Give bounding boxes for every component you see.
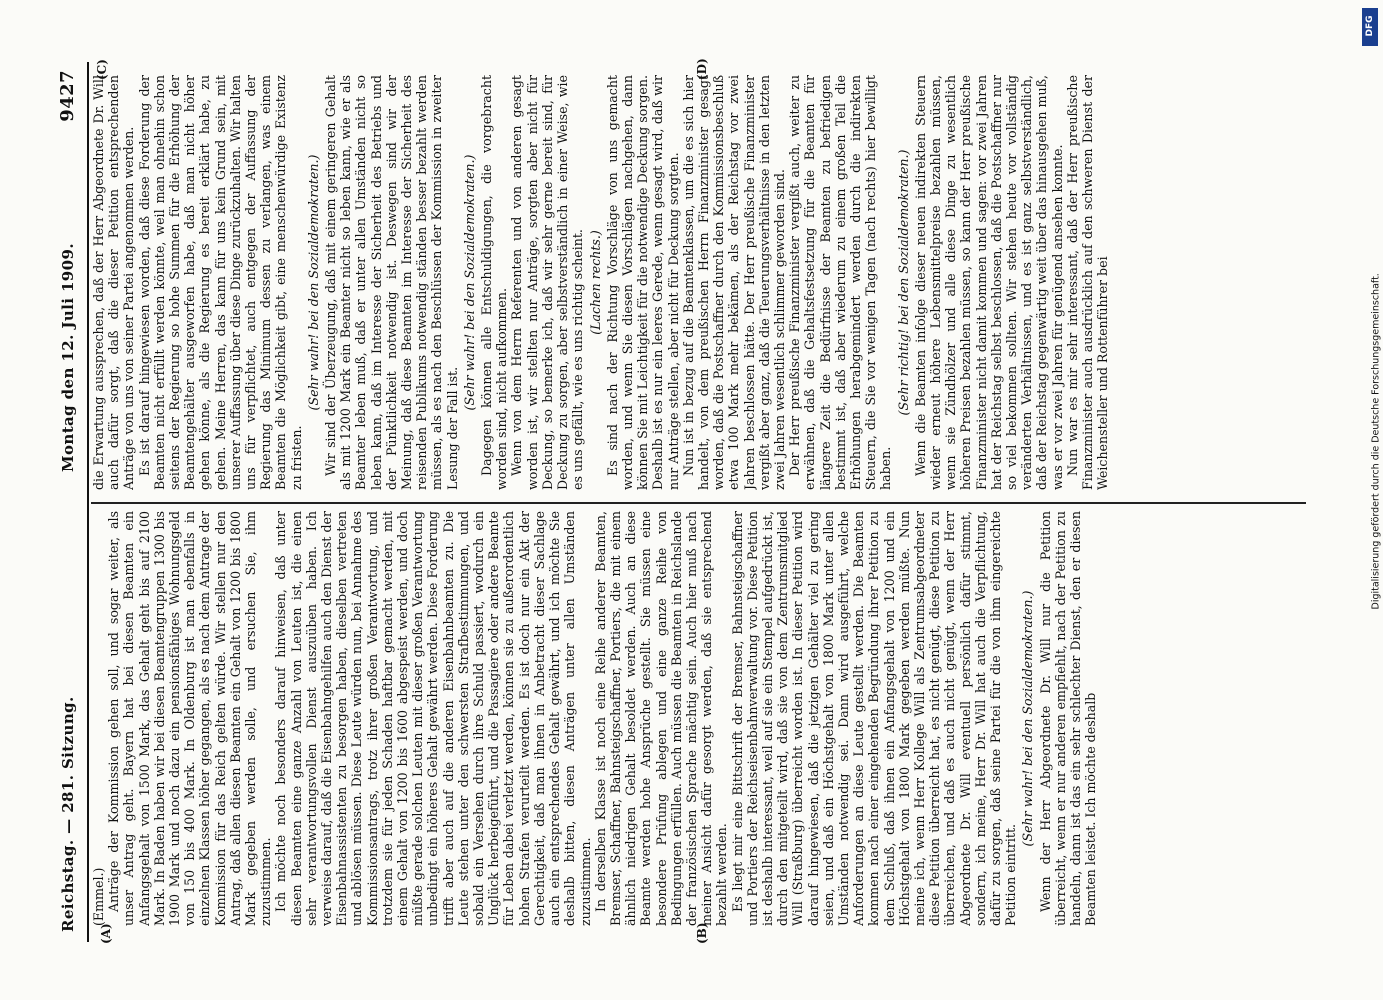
header-date: Montag den 12. Juli 1909.	[59, 243, 77, 472]
paragraph: die Erwartung aussprechen, daß der Herr Abgeordnete Dr. Will auch dafür sorgt, daß die dieser Petition entsprechenden Anträge von uns von seiner Partei angenommen werden.	[91, 75, 137, 490]
paragraph: Es liegt mir eine Bittschrift der Bremser, Bahnsteigschaffner und Portiers der Reichseisenbahnverwaltung vor. Diese Petition ist deshalb interessant, weil auf sie ein Stempel aufgedrückt ist, durch den mitgeteilt wird, daß sie von dem Zentrumsmitglied Will (Straßburg) überreicht worden ist. In dieser Petition wird darauf hingewiesen, daß die jetzigen Gehälter viel zu gering seien, und daß ein Höchstgehalt von 1800 Mark unter allen Umständen notwendig sei. Dann wird ausgeführt, welche Anforderungen an diese Leute gestellt werden. Die Beamten kommen nach einer eingehenden Begründung ihrer Petition zu dem Schluß, daß ihnen ein Anfangsgehalt von 1200 und ein Höchstgehalt von 1800 Mark gegeben werden müßte. Nun meine ich, wenn Herr Kollege Will als Zentrumsabgeordneter diese Petition überreicht hat, es nicht genügt, diese Petition zu überreichen, und daß es auch nicht genügt, wenn der Herr Abgeordnete Dr. Will eventuell persönlich dafür stimmt, sondern, ich meine, Herr Dr. Will hat auch die Verpflichtung, dafür zu sorgen, daß seine Partei für die von ihm eingereichte Petition eintritt.	[729, 511, 1019, 926]
interjection: (Sehr wahr! bei den Sozialdemokraten.)	[461, 154, 477, 411]
margin-letter-a: (A)	[99, 923, 113, 944]
header-left: Reichstag. — 281. Sitzung.	[59, 696, 77, 932]
paragraph: Wir sind der Überzeugung, daß mit einem geringeren Gehalt als mit 1200 Mark ein Beamter nicht so leben kann, wie er als Beamter leben muß, daß er unter allen Umständen nicht so leben kann, daß im Interesse der Sicherheit des Betriebs und der Pünktlichkeit notwendig ist. Deswegen sind wir der Meinung, daß diese Beamten im Interesse der Sicherheit des reisenden Publikums notwendig ständen besser bezahlt werden müssen, als es nach den Beschlüssen der Kommission in zweiter Lesung der Fall ist.	[323, 75, 460, 490]
left-column	[91, 511, 1301, 926]
paragraph: Der Herr preußische Finanzminister vergißt auch, weiter zu erwähnen, daß die Gehaltsfestsetzung für die Beamten für längere Zeit die Bedürfnisse der Beamten zu befriedigen bestimmt ist, daß aber wiederum zu einem großen Teil die Erhöhungen herabgemindert werden durch die indirekten Steuern, die Sie vor wenigen Tagen (nach rechts) hier bewilligt haben.	[787, 75, 894, 490]
dfg-logo-text: DFG	[1365, 15, 1375, 37]
margin-letter-c: (C)	[95, 59, 109, 80]
paragraph: Ich möchte noch besonders darauf hinweisen, daß unter diesen Beamten eine ganze Anzahl von Leuten ist, die einen sehr verantwortungsvollen Dienst auszuüben haben. Ich verweise darauf, daß die Eisenbahngehilfen auch den Dienst der Eisenbahnassistenten zu besorgen haben, dieselben vertreten und ablösen müssen. Diese Leute würden nun, bei Annahme des Kommissionsantrags, trotz ihrer großen Verantwortung, und trotzdem sie für jeden Schaden haftbar gemacht werden, mit einem Gehalt von 1200 bis 1600 abgespeist werden, und doch müßte gerade solchen Leuten mit dieser großen Verantwortung unbedingt ein höheres Gehalt gewährt werden. Diese Forderung trifft aber auch auf die anderen Eisenbahnbeamten zu. Die Leute stehen unter den schwersten Strafbestimmungen, und sobald ein Versehen durch ihre Schuld passiert, wodurch ein Unglück herbeigeführt, und die Passagiere oder andere Beamte für Leben dabei verletzt werden, können sie zu außerordentlich hohen Strafen verurteilt werden. Es ist doch nur ein Akt der Gerechtigkeit, daß man ihnen in Anbetracht dieser Sachlage auch ein entsprechendes Gehalt gewährt, und ich möchte Sie deshalb bitten, diesen Anträgen unter allen Umständen zuzustimmen.	[273, 511, 593, 926]
paragraph: Wenn von dem Herrn Referenten und von anderen gesagt worden ist, wir stellten nur Anträge, sorgten aber nicht für Deckung, so bemerke ich, daß wir sehr gerne bereit sind, für Deckung zu sorgen, aber selbstverständlich in einer Weise, wie es uns gefällt, wie es uns richtig scheint.	[509, 75, 586, 490]
rotated-newspaper-page	[55, 58, 1315, 944]
dfg-logo	[1362, 8, 1378, 46]
margin-letter-d: (D)	[695, 58, 709, 80]
paragraph: Anträge der Kommission gehen soll, und sogar weiter, als unser Antrag geht. Bayern hat bei diesen Beamten ein Anfangsgehalt von 1500 Mark, das Gehalt geht bis auf 2100 Mark. In Baden haben wir bei diesen Beamtengruppen 1300 bis 1900 Mark und noch dazu ein pensionsfähiges Wohnungsgeld von 150 bis 400 Mark. In Oldenburg ist man ebenfalls in einzelnen Klassen höher gegangen, als es nach dem Antrage der Kommission für das Reich gelten würde. Wir stellen nur den Antrag, daß allen diesen Beamten ein Gehalt von 1200 bis 1800 Mark gegeben werden solle, und ersuchen Sie, ihm zuzustimmen.	[106, 511, 274, 926]
header-rule	[87, 62, 89, 942]
paragraph: Es ist darauf hingewiesen worden, daß diese Forderung der Beamten nicht erfüllt werden könnte, weil man ohnehin schon seitens der Regierung so hohe Summen für die Erhöhung der Beamtengehälter ausgeworfen habe, daß man nicht höher gehen könne, als die Regierung es bereit erklärt habe, zu gehen. Meine Herren, das kann für uns kein Grund sein, mit unserer Auffassung über diese Dinge zurückzuhalten. Wir halten uns für verpflichtet, auch entgegen der Auffassung der Regierung das Minimum dessen zu verlangen, was einem Beamten die Möglichkeit gibt, eine menschenwürdige Existenz zu fristen.	[136, 75, 304, 490]
speaker-name: (Emmel.)	[91, 867, 106, 926]
page-number: 9427	[57, 70, 78, 122]
right-column	[91, 75, 1301, 490]
paragraph: Dagegen können alle Entschuldigungen, die vorgebracht worden sind, nicht aufkommen.	[479, 75, 510, 490]
paragraph: Nun ist in bezug auf die Beamtenklassen, um die es sich hier handelt, von dem preußischen Herrn Finanzminister gesagt worden, daß die Postschaffner durch den Kommissionsbeschluß etwa 100 Mark mehr bekämen, als der Reichstag vor zwei Jahren beschlossen hätte. Der Herr preußische Finanzminister vergißt aber ganz, daß die Teuerungsverhältnisse in den letzten zwei Jahren wesentlich schlimmer geworden sind.	[680, 75, 787, 490]
interjection: (Sehr richtig! bei den Sozialdemokraten.)	[895, 149, 911, 416]
paragraph: Wenn der Herr Abgeordnete Dr. Will nur die Petition überreicht, wenn er nur anderen empfiehlt, nach der Petition zu handeln, dann ist das ein sehr schlechter Dienst, den er diesen Beamten leistet. Ich möchte deshalb	[1037, 511, 1099, 926]
column-divider	[91, 502, 1306, 504]
paragraph: Nun war es mir sehr interessant, daß der Herr preußische Finanzminister auch ausdrücklich auf den schweren Dienst der Weichensteller und Rottenführer bei	[1064, 75, 1111, 490]
digitization-credit	[1370, 50, 1382, 610]
paragraph: In derselben Klasse ist noch eine Reihe anderer Beamten, Bremser, Schaffner, Bahnsteigschaffner, Portiers, die mit einem ähnlich niedrigen Gehalt besoldet werden. Auch an diese Beamte werden hohe Ansprüche gestellt. Sie müssen eine besondere Prüfung ablegen und eine ganze Reihe von Bedingungen erfüllen. Auch müssen die Beamten in Reichslande der französischen Sprache mächtig sein. Auch hier muß nach meiner Ansicht dafür gesorgt werden, daß sie entsprechend bezahlt werden.	[592, 511, 730, 926]
margin-letter-b: (B)	[695, 922, 709, 944]
paragraph: Wenn die Beamten infolge dieser neuen indirekten Steuern wieder erneut höhere Lebensmittelpreise bezahlen müssen, wenn sie Zündhölzer und alle diese Dinge zu wesentlich höheren Preisen bezahlen müssen, so kann der Herr preußische Finanzminister nicht damit kommen und sagen: vor zwei Jahren hat der Reichstag selbst beschlossen, daß die Postschaffner nur so viel bekommen sollten. Wir stehen heute vor vollständig veränderten Verhältnissen, und es ist ganz selbstverständlich, daß der Reichstag gegenwärtig weit über das hinausgehen muß, was er vor zwei Jahren für genügend ansehen konnte.	[912, 75, 1065, 490]
interjection: (Lachen rechts.)	[587, 230, 603, 335]
interjection: (Sehr wahr! bei den Sozialdemokraten.)	[1020, 590, 1036, 847]
interjection: (Sehr wahr! bei den Sozialdemokraten.)	[305, 154, 321, 411]
page-header	[55, 62, 83, 942]
paragraph: Es sind nach der Richtung Vorschläge von uns gemacht worden, und wenn Sie diesen Vorschlägen nachgehen, dann können Sie mit Leichtigkeit für die notwendige Deckung sorgen. Deshalb ist es nur ein leeres Gerede, wenn gesagt wird, daß wir nur Anträge stellen, aber nicht für Deckung sorgten.	[604, 75, 681, 490]
credit-text: Digitalisierung gefördert durch die Deutsche Forschungsgemeinschaft.	[1370, 273, 1382, 610]
